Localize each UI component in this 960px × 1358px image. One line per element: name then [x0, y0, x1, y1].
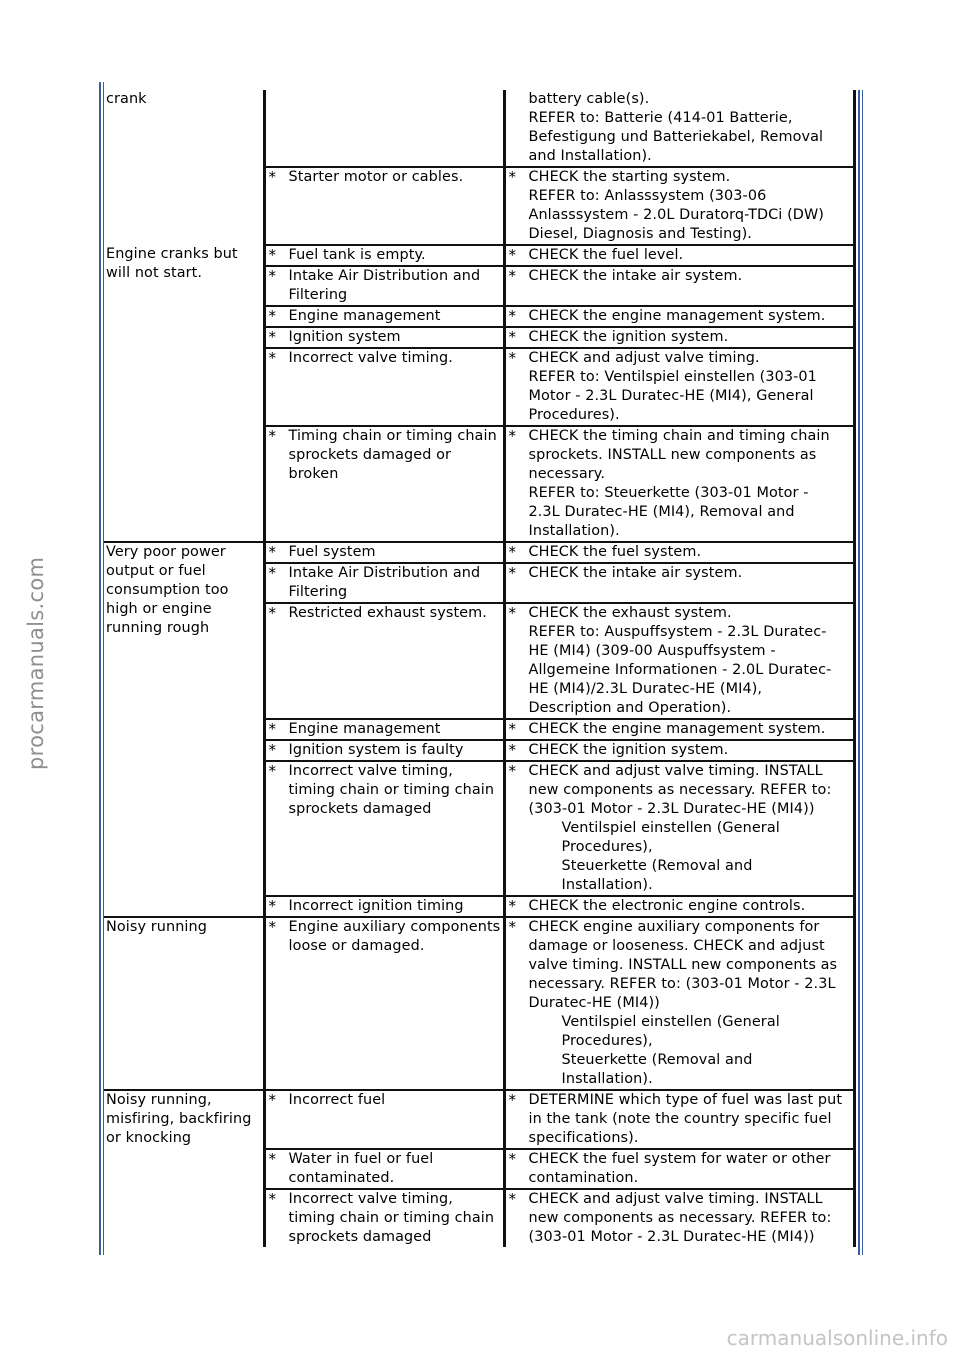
condition-text: Very poor power output or fuel consumption too high or engine running rough [106, 544, 229, 636]
action-text: CHECK the exhaust system. [528, 605, 732, 621]
action-text: CHECK the electronic engine controls. [528, 898, 806, 914]
action-cell [504, 896, 854, 917]
action-cell [504, 426, 854, 542]
reference-line: Motor - 2.3L Duratec-HE (MI4), General [528, 388, 814, 404]
reference-link[interactable]: Steuerkette (Removal and [561, 858, 753, 874]
cause-cell [264, 90, 504, 167]
action-cell [504, 719, 854, 740]
table-row [104, 1090, 854, 1149]
bullet-star: * [268, 762, 277, 780]
action-text: DETERMINE which type of fuel was last put in the tank (note the country specific fuel specifications). [528, 1092, 843, 1146]
condition-cell [104, 245, 264, 542]
action-cell [504, 542, 854, 563]
bullet-star: * [268, 427, 277, 445]
bullet-star: * [508, 1190, 517, 1208]
cause-cell [264, 740, 504, 761]
symptom-chart-table [104, 90, 856, 1247]
reference-line: Installation). [561, 877, 653, 893]
reference-line: HE (MI4)/2.3L Duratec-HE (MI4), [528, 681, 763, 697]
cause-text: Incorrect ignition timing [288, 898, 464, 914]
reference-link[interactable]: REFER to: Anlasssystem (303-06 [528, 188, 767, 204]
cause-cell [264, 167, 504, 245]
bullet-star: * [268, 543, 277, 561]
action-cell [504, 917, 854, 1090]
reference-line: Description and Operation). [528, 700, 732, 716]
reference-link[interactable]: Steuerkette (Removal and [561, 1052, 753, 1068]
bullet-star: * [508, 564, 517, 582]
reference-line: Allgemeine Informationen - 2.0L Duratec- [528, 662, 832, 678]
cause-text: Water in fuel or fuel contaminated. [288, 1151, 434, 1186]
action-cell [504, 327, 854, 348]
action-text: CHECK the engine management system. [528, 721, 826, 737]
action-cell [504, 563, 854, 603]
reference-link[interactable]: Ventilspiel einstellen (General [561, 820, 780, 836]
action-cell [504, 90, 854, 167]
cause-cell [264, 542, 504, 563]
reference-link[interactable]: Ventilspiel einstellen (General [561, 1014, 780, 1030]
reference-line: Installation). [561, 1071, 653, 1087]
cause-text: Intake Air Distribution and Filtering [288, 565, 481, 600]
left-margin-rule [99, 82, 101, 1255]
bullet-star: * [268, 604, 277, 622]
cause-text: Incorrect valve timing, timing chain or timing chain sprockets damaged [288, 763, 495, 817]
cause-cell [264, 348, 504, 426]
bullet-star: * [508, 168, 517, 186]
reference-line: Anlasssystem - 2.0L Duratorq-TDCi (DW) [528, 207, 825, 223]
action-cell [504, 1090, 854, 1149]
cause-text: Timing chain or timing chain sprockets damaged or broken [288, 428, 497, 482]
bullet-star: * [268, 564, 277, 582]
action-text: CHECK the fuel system for water or other contamination. [528, 1151, 831, 1186]
table-row [104, 90, 854, 167]
cause-text: Restricted exhaust system. [288, 605, 487, 621]
action-line: and Installation). [528, 148, 652, 164]
table-row [104, 917, 854, 1090]
cause-text: Ignition system is faulty [288, 742, 464, 758]
reference-link[interactable]: REFER to: Ventilspiel einstellen (303-01 [528, 369, 817, 385]
cause-text: Intake Air Distribution and Filtering [288, 268, 481, 303]
bullet-star: * [268, 246, 277, 264]
bullet-star: * [268, 897, 277, 915]
action-text: CHECK the ignition system. [528, 742, 729, 758]
action-cell [504, 306, 854, 327]
action-cell [504, 245, 854, 266]
bullet-star: * [508, 246, 517, 264]
action-text: CHECK the starting system. [528, 169, 731, 185]
cause-cell [264, 1149, 504, 1189]
cause-text: Fuel system [288, 544, 376, 560]
cause-text: Engine auxiliary components loose or damaged. [288, 919, 501, 954]
bullet-star: * [268, 1091, 277, 1109]
action-cell [504, 740, 854, 761]
cause-text: Incorrect valve timing, timing chain or timing chain sprockets damaged [288, 1191, 495, 1245]
right-margin-rule [858, 90, 860, 1255]
action-line: REFER to: Batterie (414-01 Batterie, [528, 110, 793, 126]
bullet-star: * [268, 307, 277, 325]
action-text: CHECK engine auxiliary components for damage or looseness. CHECK and adjust valve timing. INSTALL new components as necessary. REFER to: (303-01 Motor - 2.3L Duratec-HE (MI4)) [528, 919, 838, 1011]
action-line: Befestigung und Batteriekabel, Removal [528, 129, 824, 145]
cause-cell [264, 761, 504, 896]
reference-line: 2.3L Duratec-HE (MI4), Removal and [528, 504, 795, 520]
condition-cell [104, 542, 264, 917]
action-line: battery cable(s). [528, 91, 650, 107]
cause-text: Engine management [288, 308, 441, 324]
action-text: CHECK and adjust valve timing. INSTALL new components as necessary. REFER to: (303-01 Motor - 2.3L Duratec-HE (MI4)) [528, 763, 832, 817]
bullet-star: * [268, 267, 277, 285]
action-text: CHECK the intake air system. [528, 565, 743, 581]
reference-line: Procedures), [561, 839, 653, 855]
action-cell [504, 167, 854, 245]
bullet-star: * [268, 720, 277, 738]
action-text: CHECK the engine management system. [528, 308, 826, 324]
cause-cell [264, 563, 504, 603]
action-cell [504, 348, 854, 426]
bullet-star: * [508, 897, 517, 915]
table-row [104, 245, 854, 266]
bullet-star: * [508, 1150, 517, 1168]
condition-text: Noisy running, misfiring, backfiring or knocking [106, 1092, 252, 1146]
action-cell [504, 761, 854, 896]
cause-text: Ignition system [288, 329, 401, 345]
cause-text: Fuel tank is empty. [288, 247, 426, 263]
cause-text: Starter motor or cables. [288, 169, 464, 185]
action-text: CHECK the fuel level. [528, 247, 684, 263]
cause-cell [264, 266, 504, 306]
bullet-star: * [508, 762, 517, 780]
bullet-star: * [508, 349, 517, 367]
reference-line: Procedures). [528, 407, 620, 423]
condition-cell [104, 90, 264, 245]
table-row [104, 542, 854, 563]
bullet-star: * [508, 918, 517, 936]
cause-cell [264, 896, 504, 917]
cause-text: Incorrect valve timing. [288, 350, 453, 366]
cause-cell [264, 306, 504, 327]
action-cell [504, 1149, 854, 1189]
action-cell [504, 1189, 854, 1247]
bullet-star: * [268, 168, 277, 186]
action-text: CHECK the intake air system. [528, 268, 743, 284]
reference-link[interactable]: REFER to: Steuerkette (303-01 Motor - [528, 485, 809, 501]
bullet-star: * [268, 741, 277, 759]
condition-cell [104, 917, 264, 1090]
action-text: CHECK and adjust valve timing. [528, 350, 760, 366]
cause-cell [264, 719, 504, 740]
right-margin-rule-inner [862, 90, 863, 1255]
cause-cell [264, 245, 504, 266]
action-continuation [508, 90, 853, 166]
bullet-star: * [508, 741, 517, 759]
action-text: CHECK the timing chain and timing chain sprockets. INSTALL new components as necessary. [528, 428, 830, 482]
reference-line: Diesel, Diagnosis and Testing). [528, 226, 752, 242]
reference-line: Installation). [528, 523, 620, 539]
cause-cell [264, 603, 504, 719]
bullet-star: * [508, 720, 517, 738]
bullet-star: * [508, 543, 517, 561]
cause-cell [264, 1090, 504, 1149]
bullet-star: * [508, 1091, 517, 1109]
cause-cell [264, 1189, 504, 1247]
cause-cell [264, 917, 504, 1090]
reference-link[interactable]: REFER to: Auspuffsystem - 2.3L Duratec- [528, 624, 827, 640]
side-watermark: procarmanuals.com [24, 556, 48, 770]
bullet-star: * [508, 307, 517, 325]
condition-text: Engine cranks but will not start. [106, 246, 238, 281]
bullet-star: * [268, 349, 277, 367]
bullet-star: * [268, 918, 277, 936]
cause-cell [264, 327, 504, 348]
action-text: CHECK the fuel system. [528, 544, 702, 560]
condition-text: crank [106, 91, 147, 107]
bullet-star: * [508, 267, 517, 285]
cause-cell [264, 426, 504, 542]
bullet-star: * [268, 328, 277, 346]
reference-line: Procedures), [561, 1033, 653, 1049]
condition-text: Noisy running [106, 919, 207, 935]
cause-text: Engine management [288, 721, 441, 737]
action-text: CHECK the ignition system. [528, 329, 729, 345]
bullet-star: * [508, 604, 517, 622]
reference-line: HE (MI4) (309-00 Auspuffsystem - [528, 643, 776, 659]
action-text: CHECK and adjust valve timing. INSTALL new components as necessary. REFER to: (303-01 Motor - 2.3L Duratec-HE (MI4)) [528, 1191, 832, 1245]
condition-cell [104, 1090, 264, 1247]
action-cell [504, 603, 854, 719]
footer-watermark: carmanualsonline.info [726, 1326, 948, 1350]
bullet-star: * [268, 1150, 277, 1168]
bullet-star: * [268, 1190, 277, 1208]
cause-text: Incorrect fuel [288, 1092, 386, 1108]
action-cell [504, 266, 854, 306]
bullet-star: * [508, 328, 517, 346]
bullet-star: * [508, 427, 517, 445]
